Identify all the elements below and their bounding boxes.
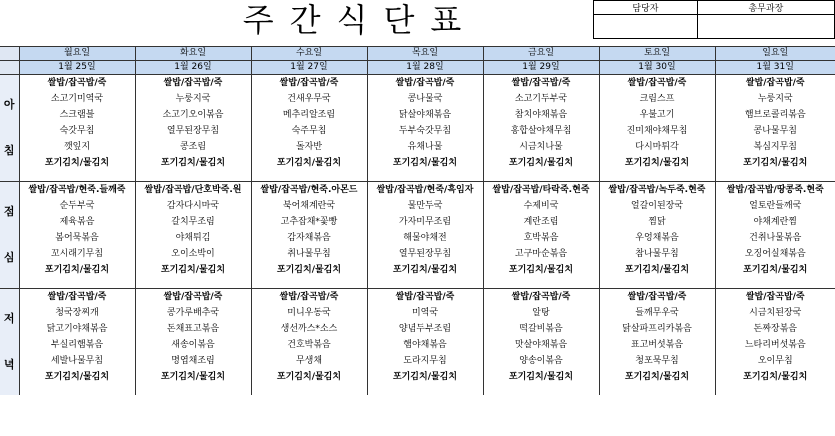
approval-director-label: 총무과장 — [697, 1, 834, 15]
menu-cell: 오징어실채볶음 — [715, 246, 835, 262]
menu-cell: 돌자반 — [251, 139, 367, 155]
meal-label — [0, 182, 19, 289]
menu-cell: 북어채계란국 — [251, 198, 367, 214]
menu-row — [0, 289, 835, 306]
menu-cell: 미역국 — [367, 305, 483, 321]
day-name: 일요일 — [715, 47, 835, 61]
empty-cell — [367, 385, 483, 395]
menu-cell: 쌀밥/잡곡밥/죽 — [19, 289, 135, 306]
menu-cell: 누룽지국 — [715, 91, 835, 107]
menu-cell: 명엽채조림 — [135, 353, 251, 369]
menu-cell: 시금치나물 — [483, 139, 599, 155]
menu-cell: 진미채야채무침 — [599, 123, 715, 139]
menu-cell: 참나물무침 — [599, 246, 715, 262]
empty-cell — [715, 171, 835, 182]
menu-cell: 쌀밥/잡곡밥/죽 — [367, 289, 483, 306]
menu-cell: 소고기오이볶음 — [135, 107, 251, 123]
empty-cell — [483, 278, 599, 289]
menu-row — [0, 182, 835, 199]
menu-cell: 닭살야채볶음 — [367, 107, 483, 123]
empty-cell — [367, 278, 483, 289]
menu-row — [0, 198, 835, 214]
menu-cell: 생선까스*소스 — [251, 321, 367, 337]
menu-cell: 건취나물볶음 — [715, 230, 835, 246]
empty-cell — [599, 385, 715, 395]
menu-cell: 양념두부조림 — [367, 321, 483, 337]
menu-row — [0, 75, 835, 92]
menu-cell: 느타리버섯볶음 — [715, 337, 835, 353]
menu-cell: 쌀밥/잡곡밥/죽 — [715, 289, 835, 306]
menu-cell: 건호박볶음 — [251, 337, 367, 353]
menu-cell: 깻잎지 — [63, 142, 91, 152]
meal-label-text: 아 침 — [3, 98, 15, 157]
menu-cell: 포기김치/물김치 — [44, 372, 110, 382]
menu-cell: 청국장찌개 — [55, 308, 99, 318]
menu-cell: 포기김치/물김치 — [367, 155, 483, 171]
menu-cell: 쌀밥/잡곡밥/현죽/흑임자 — [367, 182, 483, 199]
menu-cell: 열무된장무침 — [367, 246, 483, 262]
menu-cell: 봄어묵볶음 — [55, 233, 99, 243]
menu-cell: 크림스프 — [599, 91, 715, 107]
approval-manager-sign[interactable] — [594, 15, 698, 39]
menu-cell: 쌀밥/잡곡밥/죽 — [19, 75, 135, 92]
menu-cell: 쌀밥/잡곡밥/현죽.아몬드 — [251, 182, 367, 199]
menu-cell: 포기김치/물김치 — [599, 155, 715, 171]
menu-cell: 소고기미역국 — [50, 94, 104, 104]
empty-cell — [135, 385, 251, 395]
page-title: 주간식단표 — [242, 1, 478, 39]
menu-cell: 양송이볶음 — [483, 353, 599, 369]
day-date: 1월 26일 — [135, 61, 251, 75]
menu-cell: 포기김치/물김치 — [367, 369, 483, 385]
menu-cell: 포기김치/물김치 — [599, 262, 715, 278]
day-name: 목요일 — [367, 47, 483, 61]
menu-cell: 들깨무우국 — [599, 305, 715, 321]
empty-cell — [251, 171, 367, 182]
menu-cell: 콩나물국 — [367, 91, 483, 107]
menu-cell: 유채나물 — [367, 139, 483, 155]
empty-cell — [715, 385, 835, 395]
menu-cell: 돈채표고볶음 — [135, 321, 251, 337]
day-name-row — [0, 47, 835, 61]
menu-cell: 쌀밥/잡곡밥/죽 — [599, 289, 715, 306]
day-date: 1월 25일 — [19, 61, 135, 75]
menu-cell: 쌀밥/잡곡밥/땅콩죽.현죽 — [715, 182, 835, 199]
menu-cell: 청포묵무침 — [599, 353, 715, 369]
menu-cell: 포기김치/물김치 — [44, 158, 110, 168]
meal-label — [0, 289, 19, 396]
menu-cell: 돈짜장볶음 — [715, 321, 835, 337]
menu-cell: 계란조림 — [483, 214, 599, 230]
menu-cell: 쌀밥/잡곡밥/죽 — [483, 289, 599, 306]
menu-cell: 포기김치/물김치 — [251, 369, 367, 385]
empty-cell — [483, 171, 599, 182]
menu-row — [0, 123, 835, 139]
menu-cell: 닭살파프리카볶음 — [599, 321, 715, 337]
approval-director-sign[interactable] — [697, 15, 834, 39]
menu-cell: 숙갓무침 — [59, 126, 95, 136]
menu-cell: 포기김치/물김치 — [44, 265, 110, 275]
menu-cell: 갈치무조림 — [135, 214, 251, 230]
menu-cell: 시금치된장국 — [715, 305, 835, 321]
empty-cell — [599, 171, 715, 182]
empty-cell — [19, 278, 135, 289]
meal-label-text: 점 심 — [3, 205, 15, 264]
menu-cell: 오이무침 — [715, 353, 835, 369]
menu-cell: 맛살야채볶음 — [483, 337, 599, 353]
empty-cell — [599, 278, 715, 289]
menu-row — [0, 246, 835, 262]
menu-cell: 쌀밥/잡곡밥/죽 — [599, 75, 715, 92]
day-name: 수요일 — [251, 47, 367, 61]
menu-cell: 포기김치/물김치 — [483, 262, 599, 278]
menu-table — [0, 46, 835, 395]
day-name: 토요일 — [599, 47, 715, 61]
day-date: 1월 30일 — [599, 61, 715, 75]
menu-cell: 순두부국 — [59, 201, 95, 211]
menu-cell: 포기김치/물김치 — [483, 369, 599, 385]
menu-cell: 쌀밥/잡곡밥/죽 — [251, 289, 367, 306]
menu-cell: 고구마순볶음 — [483, 246, 599, 262]
menu-cell: 얼갈이된장국 — [599, 198, 715, 214]
menu-cell: 포기김치/물김치 — [715, 262, 835, 278]
empty-cell — [135, 171, 251, 182]
day-name: 화요일 — [135, 47, 251, 61]
spacer-row — [0, 171, 835, 182]
menu-cell: 햄브로콜리볶음 — [715, 107, 835, 123]
menu-row — [0, 139, 835, 155]
menu-cell: 취나물무침 — [251, 246, 367, 262]
menu-cell: 해물야채전 — [367, 230, 483, 246]
menu-cell: 포기김치/물김치 — [367, 262, 483, 278]
menu-cell: 쌀밥/잡곡밥/녹두죽.현죽 — [599, 182, 715, 199]
menu-cell: 소고기두부국 — [483, 91, 599, 107]
menu-row — [0, 155, 835, 171]
day-date: 1월 27일 — [251, 61, 367, 75]
menu-cell: 콩조림 — [135, 139, 251, 155]
empty-cell — [715, 278, 835, 289]
menu-cell: 포기김치/물김치 — [135, 262, 251, 278]
menu-cell: 물만두국 — [367, 198, 483, 214]
menu-cell: 포기김치/물김치 — [599, 369, 715, 385]
menu-cell: 복심지무침 — [715, 139, 835, 155]
menu-cell: 포기김치/물김치 — [251, 155, 367, 171]
menu-cell: 닭고기야채볶음 — [46, 324, 108, 334]
menu-row — [0, 107, 835, 123]
menu-cell: 제육볶음 — [59, 217, 95, 227]
menu-row — [0, 262, 835, 278]
menu-cell: 새송이볶음 — [135, 337, 251, 353]
empty-cell — [483, 385, 599, 395]
menu-cell: 얼토란들깨국 — [715, 198, 835, 214]
menu-cell: 두부숙갓무침 — [367, 123, 483, 139]
menu-row — [0, 91, 835, 107]
menu-row — [0, 214, 835, 230]
menu-cell: 무생채 — [251, 353, 367, 369]
empty-cell — [19, 385, 135, 395]
menu-row — [0, 369, 835, 385]
menu-cell: 꼬시래기무침 — [50, 249, 104, 259]
date-row — [0, 61, 835, 75]
menu-cell: 참치야채볶음 — [483, 107, 599, 123]
corner-cell — [0, 47, 19, 61]
menu-cell: 미니우동국 — [251, 305, 367, 321]
empty-cell — [19, 171, 135, 182]
menu-cell: 메추리알조림 — [251, 107, 367, 123]
menu-cell: 쌀밥/잡곡밥/죽 — [251, 75, 367, 92]
day-date: 1월 31일 — [715, 61, 835, 75]
menu-cell: 콩가루배추국 — [135, 305, 251, 321]
menu-cell: 포기김치/물김치 — [715, 155, 835, 171]
menu-cell: 홍합살야채무침 — [483, 123, 599, 139]
menu-cell: 쌀밥/잡곡밥/타락죽.현죽 — [483, 182, 599, 199]
spacer-row — [0, 385, 835, 395]
approval-manager-label: 담당자 — [594, 1, 698, 15]
menu-cell: 야채계란찜 — [715, 214, 835, 230]
menu-cell: 가자미무조림 — [367, 214, 483, 230]
menu-cell: 포기김치/물김치 — [135, 369, 251, 385]
menu-cell: 포기김치/물김치 — [135, 155, 251, 171]
menu-cell: 다시마튀각 — [599, 139, 715, 155]
empty-cell — [135, 278, 251, 289]
menu-cell: 알탕 — [483, 305, 599, 321]
menu-cell: 햄야채볶음 — [367, 337, 483, 353]
corner-cell — [0, 61, 19, 75]
menu-cell: 포기김치/물김치 — [483, 155, 599, 171]
menu-cell: 우불고기 — [599, 107, 715, 123]
menu-cell: 호박볶음 — [483, 230, 599, 246]
menu-cell: 스크램블 — [59, 110, 95, 120]
menu-cell: 고추잡채*꽃빵 — [251, 214, 367, 230]
menu-cell: 쌀밥/잡곡밥/죽 — [367, 75, 483, 92]
approval-box — [593, 0, 835, 39]
menu-cell: 숙주무침 — [251, 123, 367, 139]
menu-cell: 수제비국 — [483, 198, 599, 214]
meal-label — [0, 75, 19, 182]
menu-cell: 감자다시마국 — [135, 198, 251, 214]
spacer-row — [0, 278, 835, 289]
menu-cell: 쌀밥/잡곡밥/단호박죽.원 — [135, 182, 251, 199]
menu-cell: 오이소박이 — [135, 246, 251, 262]
menu-row — [0, 305, 835, 321]
menu-cell: 콩나물무침 — [715, 123, 835, 139]
empty-cell — [251, 278, 367, 289]
menu-cell: 누룽지국 — [135, 91, 251, 107]
menu-cell: 우엉채볶음 — [599, 230, 715, 246]
menu-cell: 찜닭 — [599, 214, 715, 230]
menu-cell: 쌀밥/잡곡밥/죽 — [483, 75, 599, 92]
menu-cell: 포기김치/물김치 — [251, 262, 367, 278]
menu-cell: 쌀밥/잡곡밥/현죽.들깨죽 — [19, 182, 135, 199]
menu-cell: 표고버섯볶음 — [599, 337, 715, 353]
menu-cell: 쌀밥/잡곡밥/죽 — [715, 75, 835, 92]
menu-row — [0, 337, 835, 353]
day-name: 금요일 — [483, 47, 599, 61]
menu-cell: 건새우무국 — [251, 91, 367, 107]
menu-cell: 떡갈비볶음 — [483, 321, 599, 337]
menu-cell: 쌀밥/잡곡밥/죽 — [135, 75, 251, 92]
meal-label-text: 저 녁 — [3, 312, 15, 371]
menu-cell: 쌀밥/잡곡밥/죽 — [135, 289, 251, 306]
day-name: 월요일 — [19, 47, 135, 61]
menu-cell: 도라지무침 — [367, 353, 483, 369]
menu-row — [0, 321, 835, 337]
day-date: 1월 29일 — [483, 61, 599, 75]
menu-row — [0, 353, 835, 369]
menu-cell: 열무된장무침 — [135, 123, 251, 139]
empty-cell — [367, 171, 483, 182]
menu-row — [0, 230, 835, 246]
menu-cell: 부실리햄볶음 — [50, 340, 104, 350]
empty-cell — [251, 385, 367, 395]
menu-cell: 세발나물무침 — [50, 356, 104, 366]
menu-cell: 야채튀김 — [135, 230, 251, 246]
menu-cell: 포기김치/물김치 — [715, 369, 835, 385]
day-date: 1월 28일 — [367, 61, 483, 75]
menu-cell: 감자채볶음 — [251, 230, 367, 246]
